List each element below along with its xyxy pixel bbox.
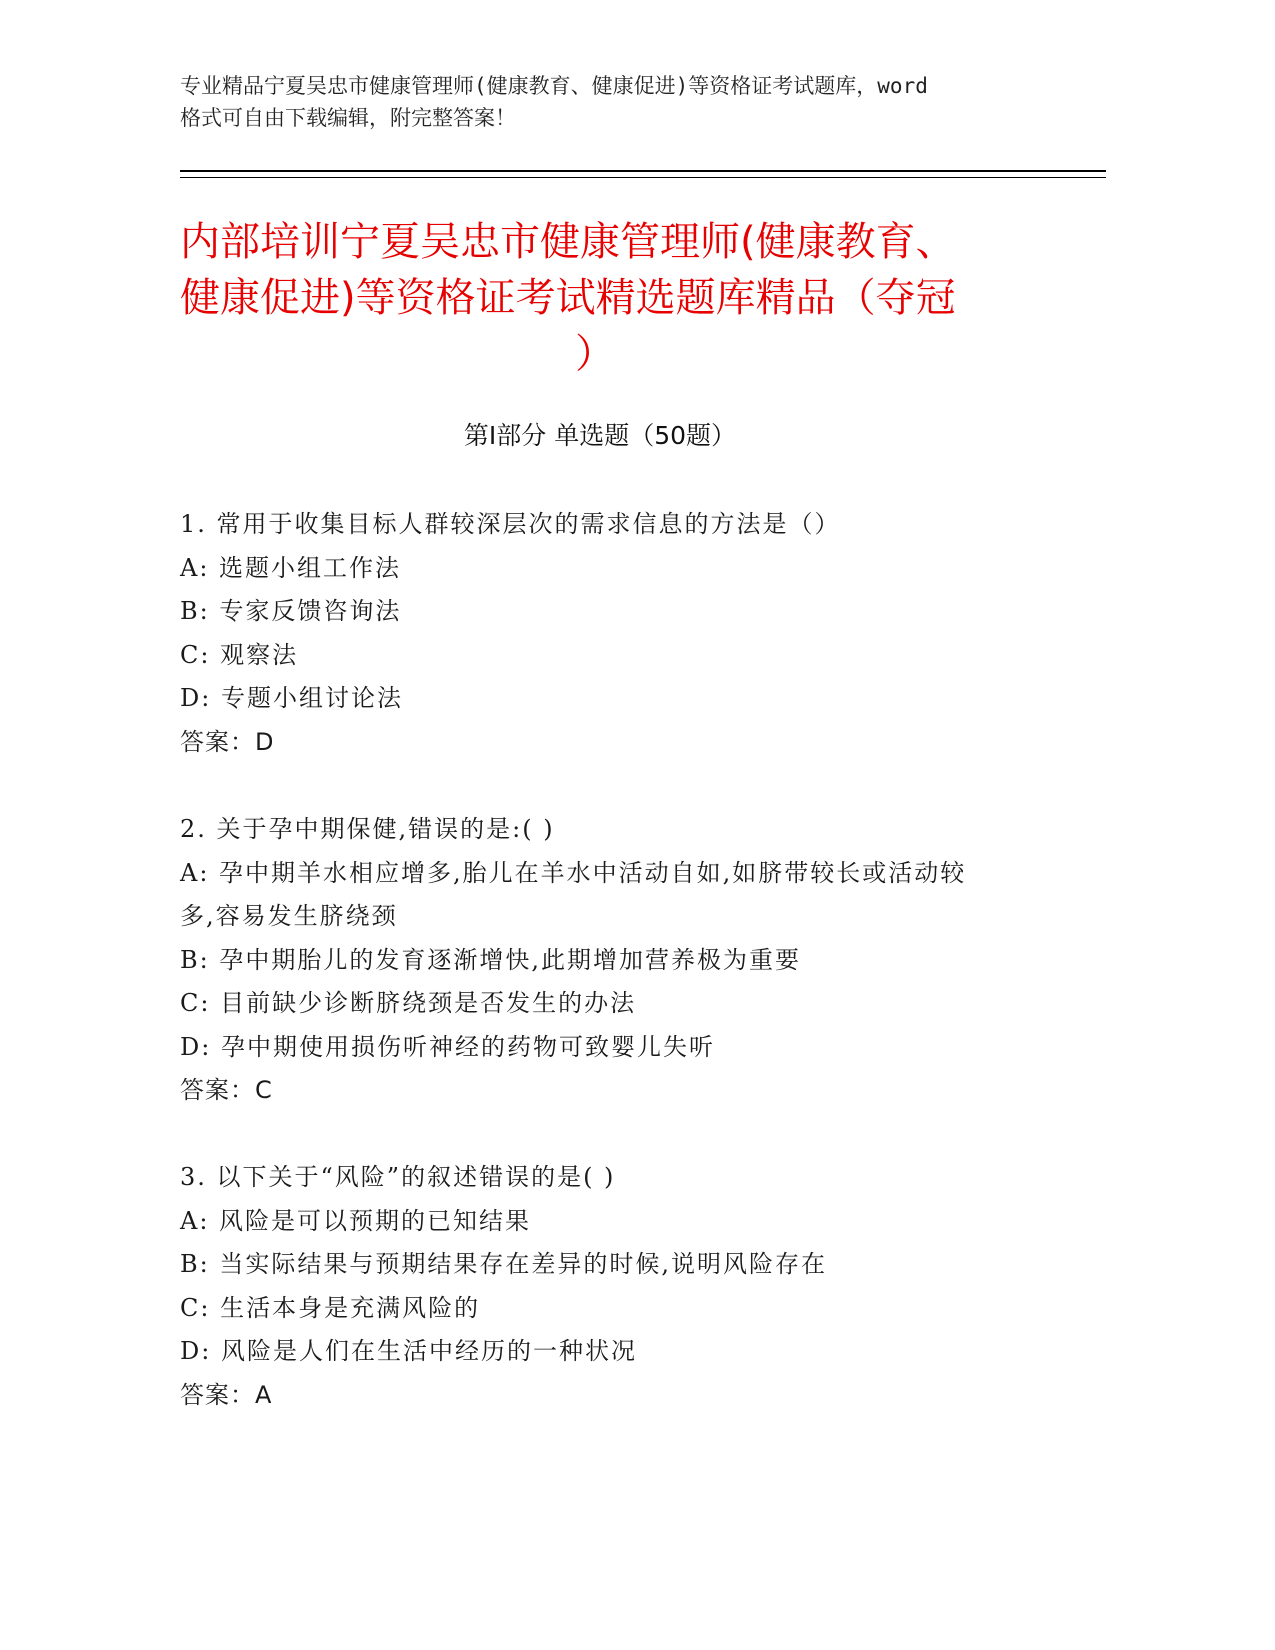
question-1-option-b: B: 专家反馈咨询法	[180, 597, 402, 625]
question-2-option-a-line-1: A: 孕中期羊水相应增多,胎儿在羊水中活动自如,如脐带较长或活动较	[180, 859, 967, 887]
question-3-stem: 3. 以下关于“风险”的叙述错误的是( )	[180, 1163, 616, 1191]
question-1-option-d: D: 专题小组讨论法	[180, 684, 403, 712]
header-note-line-2: 格式可自由下载编辑，附完整答案！	[180, 106, 516, 130]
question-3-answer: 答案：A	[180, 1381, 273, 1409]
document-title-line-2: 健康促进)等资格证考试精选题库精品（夺冠	[180, 275, 956, 321]
question-1-option-c: C: 观察法	[180, 641, 299, 669]
question-2-option-c: C: 目前缺少诊断脐绕颈是否发生的办法	[180, 989, 637, 1017]
question-2-option-a-line-2: 多,容易发生脐绕颈	[180, 902, 398, 930]
question-2-answer: 答案：C	[180, 1076, 273, 1104]
section-heading: 第Ⅰ部分 单选题（50题）	[463, 421, 737, 450]
question-3-option-c: C: 生活本身是充满风险的	[180, 1294, 481, 1322]
question-1-option-a: A: 选题小组工作法	[180, 554, 402, 582]
header-note-line-1: 专业精品宁夏吴忠市健康管理师(健康教育、健康促进)等资格证考试题库，word	[180, 74, 928, 98]
question-3-option-a: A: 风险是可以预期的已知结果	[180, 1207, 532, 1235]
document-title-line-3: ）	[575, 331, 615, 377]
header-note	[180, 70, 1100, 134]
question-2-option-b: B: 孕中期胎儿的发育逐渐增快,此期增加营养极为重要	[180, 946, 801, 974]
question-2-stem: 2. 关于孕中期保健,错误的是:( )	[180, 815, 555, 843]
header-divider-thick	[180, 170, 1106, 172]
question-3-option-b: B: 当实际结果与预期结果存在差异的时候,说明风险存在	[180, 1250, 827, 1278]
question-1-answer: 答案：D	[180, 728, 275, 756]
header-divider-thin	[180, 177, 1106, 178]
question-3-option-d: D: 风险是人们在生活中经历的一种状况	[180, 1337, 637, 1365]
question-2-option-d: D: 孕中期使用损伤听神经的药物可致婴儿失听	[180, 1033, 715, 1061]
document-title-line-1: 内部培训宁夏吴忠市健康管理师(健康教育、	[180, 219, 956, 265]
question-1-stem: 1. 常用于收集目标人群较深层次的需求信息的方法是（）	[180, 510, 841, 538]
document-title	[180, 214, 1060, 382]
